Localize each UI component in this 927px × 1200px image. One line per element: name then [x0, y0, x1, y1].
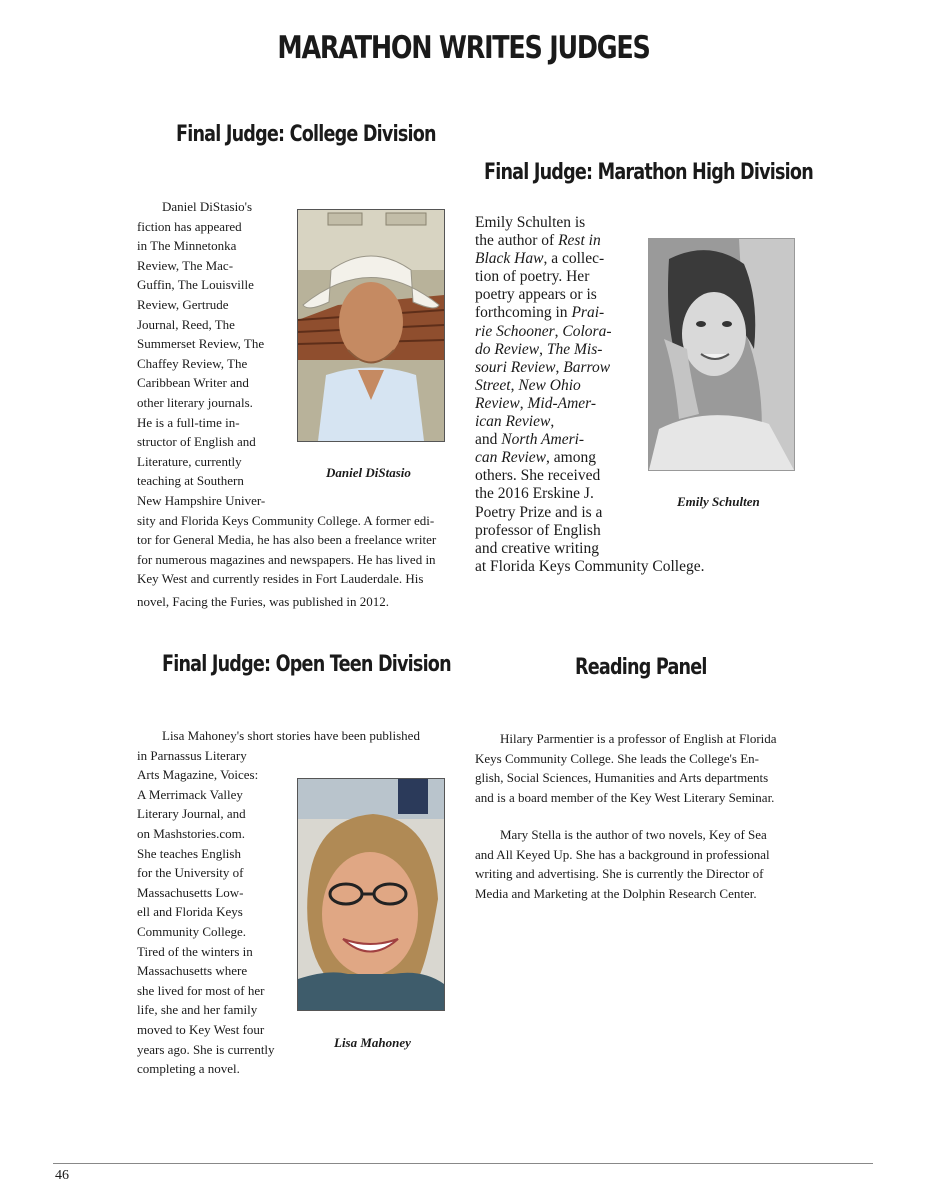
italic-title-text: rie Schooner	[475, 322, 555, 340]
bio-line: She teaches English	[137, 845, 241, 861]
bio-text: ,	[554, 322, 563, 340]
italic-title-text: Mid-Amer-	[527, 394, 597, 412]
high-division-heading: Final Judge: Marathon High Division	[484, 160, 813, 185]
bio-line: New Hampshire Univer-	[137, 492, 266, 508]
bio-line	[475, 540, 704, 558]
italic-title-text: do Review	[475, 340, 540, 358]
italic-title-text: souri Review	[475, 358, 556, 376]
bio-text: the 2016 Erskine J.	[475, 485, 594, 503]
bio-line: Caribbean Writer and	[137, 375, 249, 391]
daniel-distasio-caption: Daniel DiStasio	[326, 465, 411, 480]
italic-title-text: Colora-	[562, 322, 612, 340]
bio-line: Key West and currently resides in Fort Lauderdale. His	[137, 571, 424, 587]
bio-line: He is a full-time in-	[137, 414, 240, 430]
bio-text: others. She received	[475, 467, 601, 485]
reading-panel-heading: Reading Panel	[575, 655, 707, 680]
panel-line: Media and Marketing at the Dolphin Research Center.	[475, 885, 757, 901]
lisa-mahoney-photo	[297, 778, 445, 1011]
bio-line	[475, 485, 704, 503]
bio-line	[475, 522, 704, 540]
bio-line: in The Minnetonka	[137, 238, 237, 254]
bio-line: years ago. She is currently	[137, 1041, 275, 1057]
bio-text: ,	[539, 340, 547, 358]
bio-text: forthcoming in	[475, 304, 572, 322]
bio-text: , a collec-	[543, 250, 605, 268]
bio-line: in Parnassus Literary	[137, 747, 247, 763]
bio-text: ,	[550, 413, 555, 431]
italic-title-text: The Mis-	[546, 340, 603, 358]
bio-text: ,	[555, 358, 564, 376]
bio-line: A Merrimack Valley	[137, 786, 243, 802]
bio-line: Review, The Mac-	[137, 257, 234, 273]
bio-text: ,	[510, 376, 519, 394]
lisa-mahoney-caption: Lisa Mahoney	[334, 1035, 411, 1050]
italic-title-text: Barrow	[563, 358, 611, 376]
italic-title-text: Review	[475, 394, 520, 412]
bio-line: on Mashstories.com.	[137, 825, 245, 841]
bio-line: fiction has appeared	[137, 218, 242, 234]
italic-title-text: can Review	[475, 449, 547, 467]
teen-division-heading: Final Judge: Open Teen Division	[162, 652, 451, 677]
bio-line: tor for General Media, he has also been a freelance writer	[137, 532, 437, 548]
panel-line: and is a board member of the Key West Literary Seminar.	[475, 789, 775, 805]
reading-panel-paragraph-2	[475, 825, 770, 903]
bio-line: Community College.	[137, 923, 247, 939]
italic-title-text: North Ameri-	[501, 431, 585, 449]
footer-rule	[53, 1163, 873, 1164]
bio-line: Literature, currently	[137, 453, 242, 469]
bio-text: Emily Schulten is	[475, 214, 586, 231]
bio-text: , among	[546, 449, 596, 467]
bio-text: Poetry Prize and is a	[475, 503, 603, 521]
bio-line: moved to Key West four	[137, 1021, 265, 1037]
bio-line	[475, 214, 704, 232]
emily-schulten-caption: Emily Schulten	[677, 494, 760, 509]
bio-line: Tired of the winters in	[137, 943, 253, 959]
bio-text: poetry appears or is	[475, 286, 597, 304]
page-title: MARATHON WRITES JUDGES	[277, 30, 650, 66]
panel-line: Hilary Parmentier is a professor of English at Florida	[500, 731, 777, 746]
college-division-heading: Final Judge: College Division	[176, 122, 436, 147]
bio-text: and creative writing	[475, 539, 599, 557]
panel-line: and All Keyed Up. She has a background in professional	[475, 846, 770, 862]
bio-line: Lisa Mahoney's short stories have been published	[162, 728, 420, 743]
page-number: 46	[55, 1168, 69, 1183]
italic-title-text: Street	[475, 376, 511, 394]
panel-line: glish, Social Sciences, Humanities and Arts departments	[475, 770, 769, 786]
bio-line: Summerset Review, The	[137, 336, 265, 352]
bio-line: for the University of	[137, 865, 244, 881]
bio-line: structor of English and	[137, 434, 256, 450]
panel-line: Keys Community College. She leads the College's En-	[475, 750, 759, 766]
bio-line: Literary Journal, and	[137, 806, 246, 822]
bio-line: teaching at Southern	[137, 473, 244, 489]
bio-line: Daniel DiStasio's	[162, 199, 253, 214]
panel-line: writing and advertising. She is currently the Director of	[475, 866, 764, 882]
bio-text: ,	[519, 394, 528, 412]
bio-text: at Florida Keys Community College.	[475, 557, 705, 575]
bio-line: Massachusetts where	[137, 963, 248, 979]
bio-line: life, she and her family	[137, 1002, 258, 1018]
bio-line: Guffin, The Louisville	[137, 277, 254, 293]
italic-title-text: Black Haw	[475, 250, 544, 268]
bio-text: the author of	[475, 232, 559, 250]
bio-text: tion of poetry. Her	[475, 268, 590, 286]
italic-title-text: Prai-	[571, 304, 605, 322]
bio-line: completing a novel.	[137, 1061, 240, 1077]
bio-line: Arts Magazine, Voices:	[137, 767, 259, 783]
bio-text: professor of English	[475, 521, 601, 539]
reading-panel-paragraph-1	[475, 729, 777, 807]
italic-title-text: Rest in	[558, 232, 601, 250]
bio-line: ell and Florida Keys	[137, 904, 243, 920]
italic-title-text: New Ohio	[518, 376, 581, 394]
italic-title-text: ican Review	[475, 413, 551, 431]
bio-line: Journal, Reed, The	[137, 316, 235, 332]
bio-text: and	[475, 431, 502, 449]
bio-line: Review, Gertrude	[137, 296, 229, 312]
emily-schulten-photo	[648, 238, 795, 471]
bio-line: other literary journals.	[137, 394, 253, 410]
bio-line: Massachusetts Low-	[137, 884, 244, 900]
daniel-distasio-photo	[297, 209, 445, 442]
bio-line: sity and Florida Keys Community College. A former edi-	[137, 512, 435, 528]
bio-line: for numerous magazines and newspapers. He has lived in	[137, 551, 436, 567]
bio-line: novel, Facing the Furies, was published in 2012.	[137, 593, 390, 609]
bio-line: Chaffey Review, The	[137, 355, 248, 371]
panel-line: Mary Stella is the author of two novels, Key of Sea	[500, 827, 767, 842]
bio-line	[475, 558, 704, 576]
bio-line: she lived for most of her	[137, 982, 265, 998]
bio-line	[475, 504, 704, 522]
